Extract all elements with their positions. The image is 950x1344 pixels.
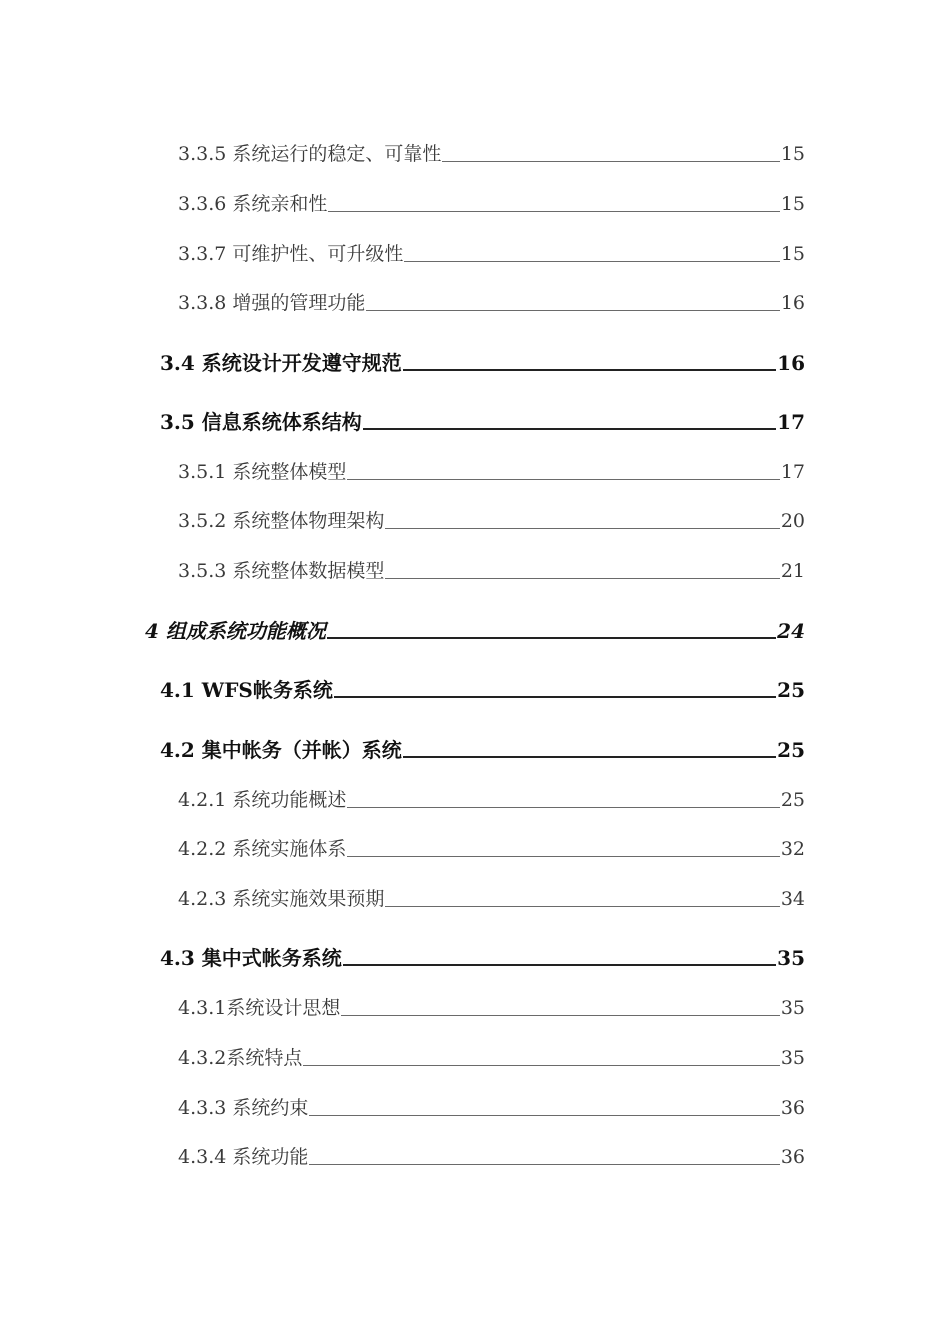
toc-entry[interactable] [145, 611, 805, 645]
toc-page-number: 34 [780, 888, 805, 910]
toc-entry[interactable] [178, 234, 805, 268]
toc-page-number: 15 [780, 193, 805, 215]
toc-entry[interactable] [178, 1038, 805, 1072]
toc-leader-line [366, 310, 779, 311]
toc-leader-line [341, 1015, 779, 1016]
toc-leader-line [347, 856, 779, 857]
toc-entry[interactable] [160, 938, 805, 972]
toc-entry[interactable] [178, 501, 805, 535]
toc-entry-label: 3.3.7 可维护性、可升级性 [178, 243, 404, 265]
toc-page-number: 35 [777, 946, 805, 970]
toc-entry[interactable] [160, 730, 805, 764]
toc-page-number: 24 [777, 619, 805, 643]
toc-page-number: 35 [780, 997, 805, 1019]
toc-leader-line [303, 1065, 779, 1066]
toc-entry-label: 4.2.3 系统实施效果预期 [178, 888, 385, 910]
toc-leader-line [309, 1115, 779, 1116]
toc-page-number: 17 [780, 461, 805, 483]
toc-page-number: 17 [777, 410, 805, 434]
toc-entry-label: 4.3 集中式帐务系统 [160, 946, 342, 970]
toc-entry-label: 3.5.1 系统整体模型 [178, 461, 347, 483]
toc-entry-label: 3.5.2 系统整体物理架构 [178, 510, 385, 532]
toc-page-number: 32 [780, 838, 805, 860]
toc-leader-line [309, 1164, 779, 1165]
toc-leader-line [334, 696, 776, 698]
toc-leader-line [442, 161, 779, 162]
toc-entry-label: 4.2.2 系统实施体系 [178, 838, 347, 860]
toc-page-number: 21 [780, 560, 805, 582]
toc-entry-label: 4.2.1 系统功能概述 [178, 789, 347, 811]
toc-entry-label: 3.3.6 系统亲和性 [178, 193, 328, 215]
toc-page-number: 16 [780, 292, 805, 314]
toc-entry-label: 4.3.1系统设计思想 [178, 997, 341, 1019]
toc-entry-label: 3.5.3 系统整体数据模型 [178, 560, 385, 582]
toc-entry-label: 4.3.3 系统约束 [178, 1097, 309, 1119]
toc-entry[interactable] [178, 452, 805, 486]
toc-entry[interactable] [178, 134, 805, 168]
toc-page-number: 15 [780, 143, 805, 165]
toc-leader-line [403, 369, 776, 371]
toc-page-number: 25 [777, 678, 805, 702]
toc-entry[interactable] [178, 283, 805, 317]
toc-entry[interactable] [178, 829, 805, 863]
toc-page-number: 35 [780, 1047, 805, 1069]
toc-page-number: 25 [780, 789, 805, 811]
toc-page-number: 20 [780, 510, 805, 532]
toc-entry[interactable] [178, 1088, 805, 1122]
toc-page-number: 36 [780, 1097, 805, 1119]
toc-entry-label: 4.2 集中帐务（并帐）系统 [160, 738, 402, 762]
toc-leader-line [347, 807, 779, 808]
toc-leader-line [363, 428, 776, 430]
toc-page-number: 15 [780, 243, 805, 265]
toc-leader-line [385, 906, 779, 907]
toc-entry[interactable] [178, 780, 805, 814]
toc-entry[interactable] [178, 551, 805, 585]
toc-entry[interactable] [160, 402, 805, 436]
toc-leader-line [343, 964, 776, 966]
toc-entry-label: 4.3.4 系统功能 [178, 1146, 309, 1168]
toc-entry[interactable] [178, 879, 805, 913]
toc-page-number: 36 [780, 1146, 805, 1168]
toc-entry-label: 3.3.5 系统运行的稳定、可靠性 [178, 143, 442, 165]
toc-leader-line [347, 479, 779, 480]
toc-leader-line [385, 528, 779, 529]
toc-entry-label: 4 组成系统功能概况 [145, 619, 326, 643]
toc-leader-line [403, 756, 776, 758]
toc-entry-label: 3.3.8 增强的管理功能 [178, 292, 366, 314]
toc-entry[interactable] [160, 343, 805, 377]
toc-page-number: 16 [777, 351, 805, 375]
toc-entry[interactable] [178, 184, 805, 218]
toc-leader-line [327, 637, 776, 639]
toc-entry-label: 3.5 信息系统体系结构 [160, 410, 362, 434]
toc-page-number: 25 [777, 738, 805, 762]
toc-entry[interactable] [178, 1137, 805, 1171]
toc-entry-label: 4.1 WFS帐务系统 [160, 678, 333, 702]
toc-entry[interactable] [160, 670, 805, 704]
toc-leader-line [385, 578, 779, 579]
toc-entry-label: 4.3.2系统特点 [178, 1047, 303, 1069]
toc-leader-line [328, 211, 779, 212]
toc-leader-line [404, 261, 779, 262]
toc-entry-label: 3.4 系统设计开发遵守规范 [160, 351, 402, 375]
toc-entry[interactable] [178, 988, 805, 1022]
